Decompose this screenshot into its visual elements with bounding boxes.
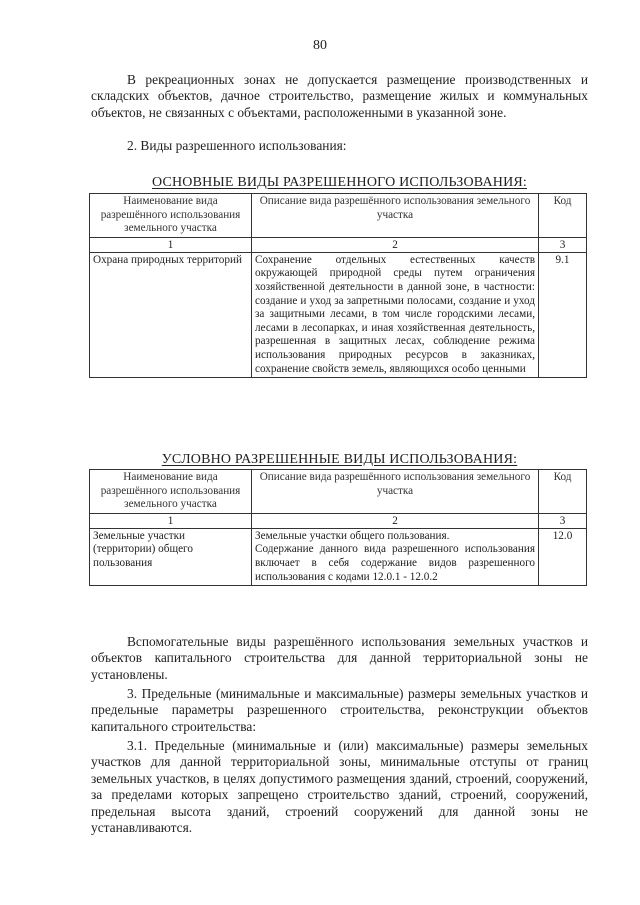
table-header-row: [90, 194, 587, 238]
header-name: Наименование вида разрешённого использования земельного участка: [90, 194, 252, 238]
item-2-paragraph: 2. Виды разрешенного использования:: [127, 138, 347, 153]
main-uses-table: [89, 193, 587, 378]
table-header-row: [90, 470, 587, 514]
header-name: Наименование вида разрешённого использования земельного участка: [90, 470, 252, 514]
item-3-1-paragraph: 3.1. Предельные (минимальные и (или) максимальные) размеры земельных участков для данной территориальной зоны, минимальные отступы от границ земельных участков, в целях допустимого размещения зданий, строений, сооружений, за пределами которых запрещено строительство зданий, строений, сооружений, предельная высота зданий, строений сооружений для данной зоны не устанавливаются.: [91, 738, 588, 836]
intro-paragraph: В рекреационных зонах не допускается размещение производственных и складских объектов, дачное строительство, размещение жилых и коммунальных объектов, не связанных с объектами, расположенными в указанной зоне.: [91, 72, 588, 120]
column-number: 1: [90, 513, 252, 528]
auxiliary-uses-paragraph: Вспомогательные виды разрешённого использования земельных участков и объектов капитального строительства для данной территориальной зоны не установлены.: [91, 634, 588, 682]
column-number: 1: [90, 237, 252, 252]
column-number: 3: [539, 237, 587, 252]
column-number: 2: [252, 513, 539, 528]
use-name: Земельные участки (территории) общего пользования: [90, 528, 252, 585]
table-row: [90, 528, 587, 585]
use-description-line: Земельные участки общего пользования.: [255, 529, 450, 542]
conditional-uses-title: УСЛОВНО РАЗРЕШЕННЫЕ ВИДЫ ИСПОЛЬЗОВАНИЯ:: [161, 452, 518, 467]
table-row: [90, 252, 587, 377]
column-number: 3: [539, 513, 587, 528]
use-code: 12.0: [539, 528, 587, 585]
column-number-row: [90, 237, 587, 252]
main-uses-title: ОСНОВНЫЕ ВИДЫ РАЗРЕШЕННОГО ИСПОЛЬЗОВАНИЯ:: [151, 175, 528, 190]
item-3-paragraph: 3. Предельные (минимальные и максимальные) размеры земельных участков и предельные параметры разрешенного строительства, реконструкции объектов капитального строительства:: [91, 686, 588, 734]
page-number: 80: [313, 38, 327, 53]
use-description: Сохранение отдельных естественных качеств окружающей природной среды путем ограничения хозяйственной деятельности в данной зоне, в частности: создание и уход за запретными полосами, создание и уход за защитными лесами, в том числе городскими лесами, лесами в лесопарках, и иная хозяйственная деятельность, разрешенная в защитных лесах, соблюдение режима использования природных ресурсов в заказниках, сохранение свойств земель, являющихся особо ценными: [252, 252, 539, 377]
header-description: Описание вида разрешённого использования земельного участка: [252, 470, 539, 514]
use-name: Охрана природных территорий: [90, 252, 252, 377]
use-description-line: Содержание данного вида разрешенного использования включает в себя содержание видов разрешенного использования с кодами 12.0.1 - 12.0.2: [255, 543, 535, 583]
column-number-row: [90, 513, 587, 528]
use-description: [252, 528, 539, 585]
conditional-uses-table: [89, 469, 587, 586]
column-number: 2: [252, 237, 539, 252]
header-code: Код: [539, 470, 587, 514]
header-code: Код: [539, 194, 587, 238]
use-code: 9.1: [539, 252, 587, 377]
header-description: Описание вида разрешённого использования земельного участка: [252, 194, 539, 238]
